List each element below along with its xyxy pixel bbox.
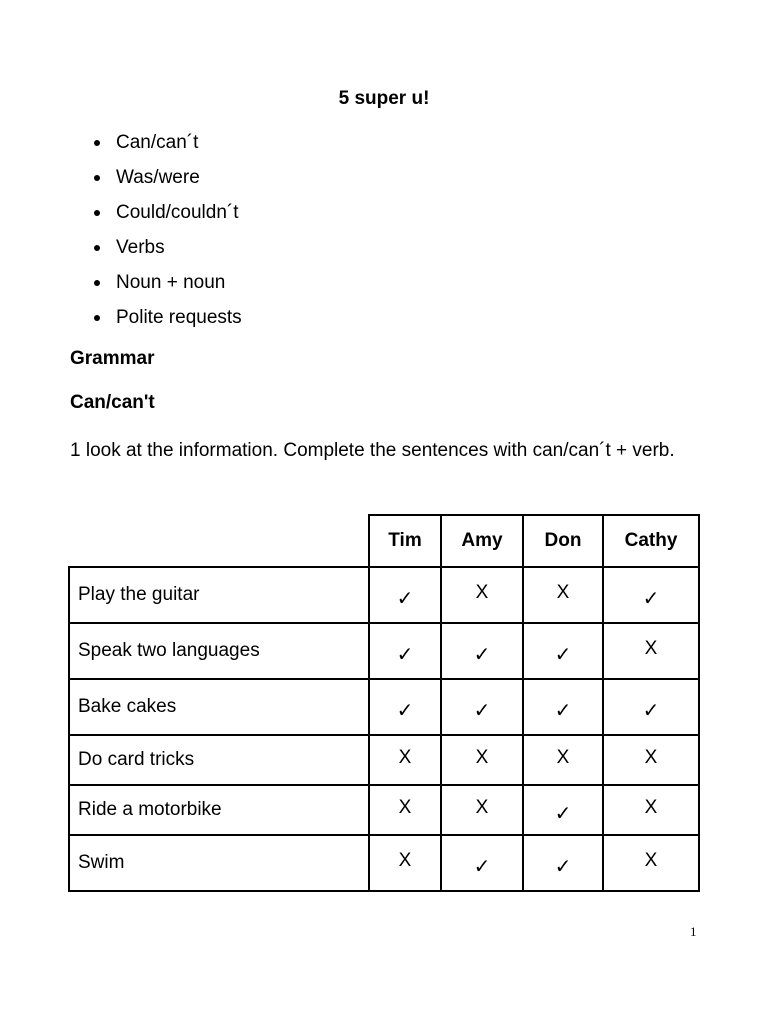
mark-cell (523, 785, 603, 835)
table-row (69, 735, 699, 785)
check-icon: ✓ (473, 697, 491, 722)
mark-cell (369, 623, 441, 679)
cross-icon: X (644, 638, 658, 659)
check-icon: ✓ (554, 853, 572, 878)
mark-cell (441, 735, 523, 785)
mark-cell (369, 785, 441, 835)
cross-icon: X (475, 747, 489, 768)
mark-cell (603, 785, 699, 835)
check-icon: ✓ (554, 800, 572, 825)
bullet-icon (94, 140, 100, 146)
cross-icon: X (556, 747, 570, 768)
mark-cell (369, 835, 441, 891)
cross-icon: X (475, 582, 489, 603)
mark-cell (603, 835, 699, 891)
bullet-icon (94, 315, 100, 321)
topic-list (90, 131, 242, 341)
bullet-icon (94, 210, 100, 216)
check-icon: ✓ (396, 697, 414, 722)
subsection-heading: Can/can't (70, 392, 155, 413)
mark-cell (441, 785, 523, 835)
check-icon: ✓ (642, 585, 660, 610)
mark-cell (523, 567, 603, 623)
activity-cell: Swim (69, 835, 369, 891)
topic-label: Polite requests (116, 307, 242, 328)
activity-cell: Bake cakes (69, 679, 369, 735)
bullet-icon (94, 175, 100, 181)
mark-cell (523, 835, 603, 891)
topic-label: Noun + noun (116, 272, 226, 293)
topic-label: Can/can´t (116, 132, 199, 153)
check-icon: ✓ (554, 641, 572, 666)
bullet-icon (94, 245, 100, 251)
mark-cell (603, 679, 699, 735)
topic-label: Verbs (116, 237, 165, 258)
check-icon: ✓ (642, 697, 660, 722)
table-row (69, 623, 699, 679)
cross-icon: X (644, 797, 658, 818)
mark-cell (523, 679, 603, 735)
cross-icon: X (644, 850, 658, 871)
table-row (69, 679, 699, 735)
table-row (69, 835, 699, 891)
mark-cell (523, 735, 603, 785)
mark-cell (441, 567, 523, 623)
section-heading: Grammar (70, 348, 155, 369)
activity-cell: Ride a motorbike (69, 785, 369, 835)
topic-item (90, 306, 242, 341)
mark-cell (369, 679, 441, 735)
mark-cell (441, 679, 523, 735)
topic-label: Could/couldn´t (116, 202, 239, 223)
mark-cell (369, 735, 441, 785)
cross-icon: X (398, 850, 412, 871)
mark-cell (603, 623, 699, 679)
mark-cell (603, 735, 699, 785)
topic-item (90, 201, 242, 236)
check-icon: ✓ (473, 853, 491, 878)
mark-cell (603, 567, 699, 623)
table-row (69, 567, 699, 623)
mark-cell (369, 567, 441, 623)
ability-table (68, 514, 700, 892)
column-header: Cathy (603, 515, 699, 567)
page-number: 1 (690, 924, 697, 939)
page-title: 5 super u! (338, 88, 430, 109)
column-header: Tim (369, 515, 441, 567)
cross-icon: X (398, 747, 412, 768)
topic-item (90, 166, 242, 201)
topic-item (90, 271, 242, 306)
topic-label: Was/were (116, 167, 200, 188)
mark-cell (441, 623, 523, 679)
mark-cell (523, 623, 603, 679)
activity-cell: Play the guitar (69, 567, 369, 623)
cross-icon: X (475, 797, 489, 818)
column-header: Don (523, 515, 603, 567)
topic-item (90, 236, 242, 271)
table-header-row (69, 515, 699, 567)
exercise-instruction: 1 look at the information. Complete the sentences with can/can´t + verb. (70, 440, 675, 461)
check-icon: ✓ (554, 697, 572, 722)
bullet-icon (94, 280, 100, 286)
check-icon: ✓ (473, 641, 491, 666)
cross-icon: X (556, 582, 570, 603)
table-row (69, 785, 699, 835)
check-icon: ✓ (396, 641, 414, 666)
cross-icon: X (398, 797, 412, 818)
activity-cell: Speak two languages (69, 623, 369, 679)
activity-cell: Do card tricks (69, 735, 369, 785)
check-icon: ✓ (396, 585, 414, 610)
column-header: Amy (441, 515, 523, 567)
topic-item (90, 131, 242, 166)
mark-cell (441, 835, 523, 891)
cross-icon: X (644, 747, 658, 768)
table-body (69, 567, 699, 891)
table-corner-cell (69, 515, 369, 567)
